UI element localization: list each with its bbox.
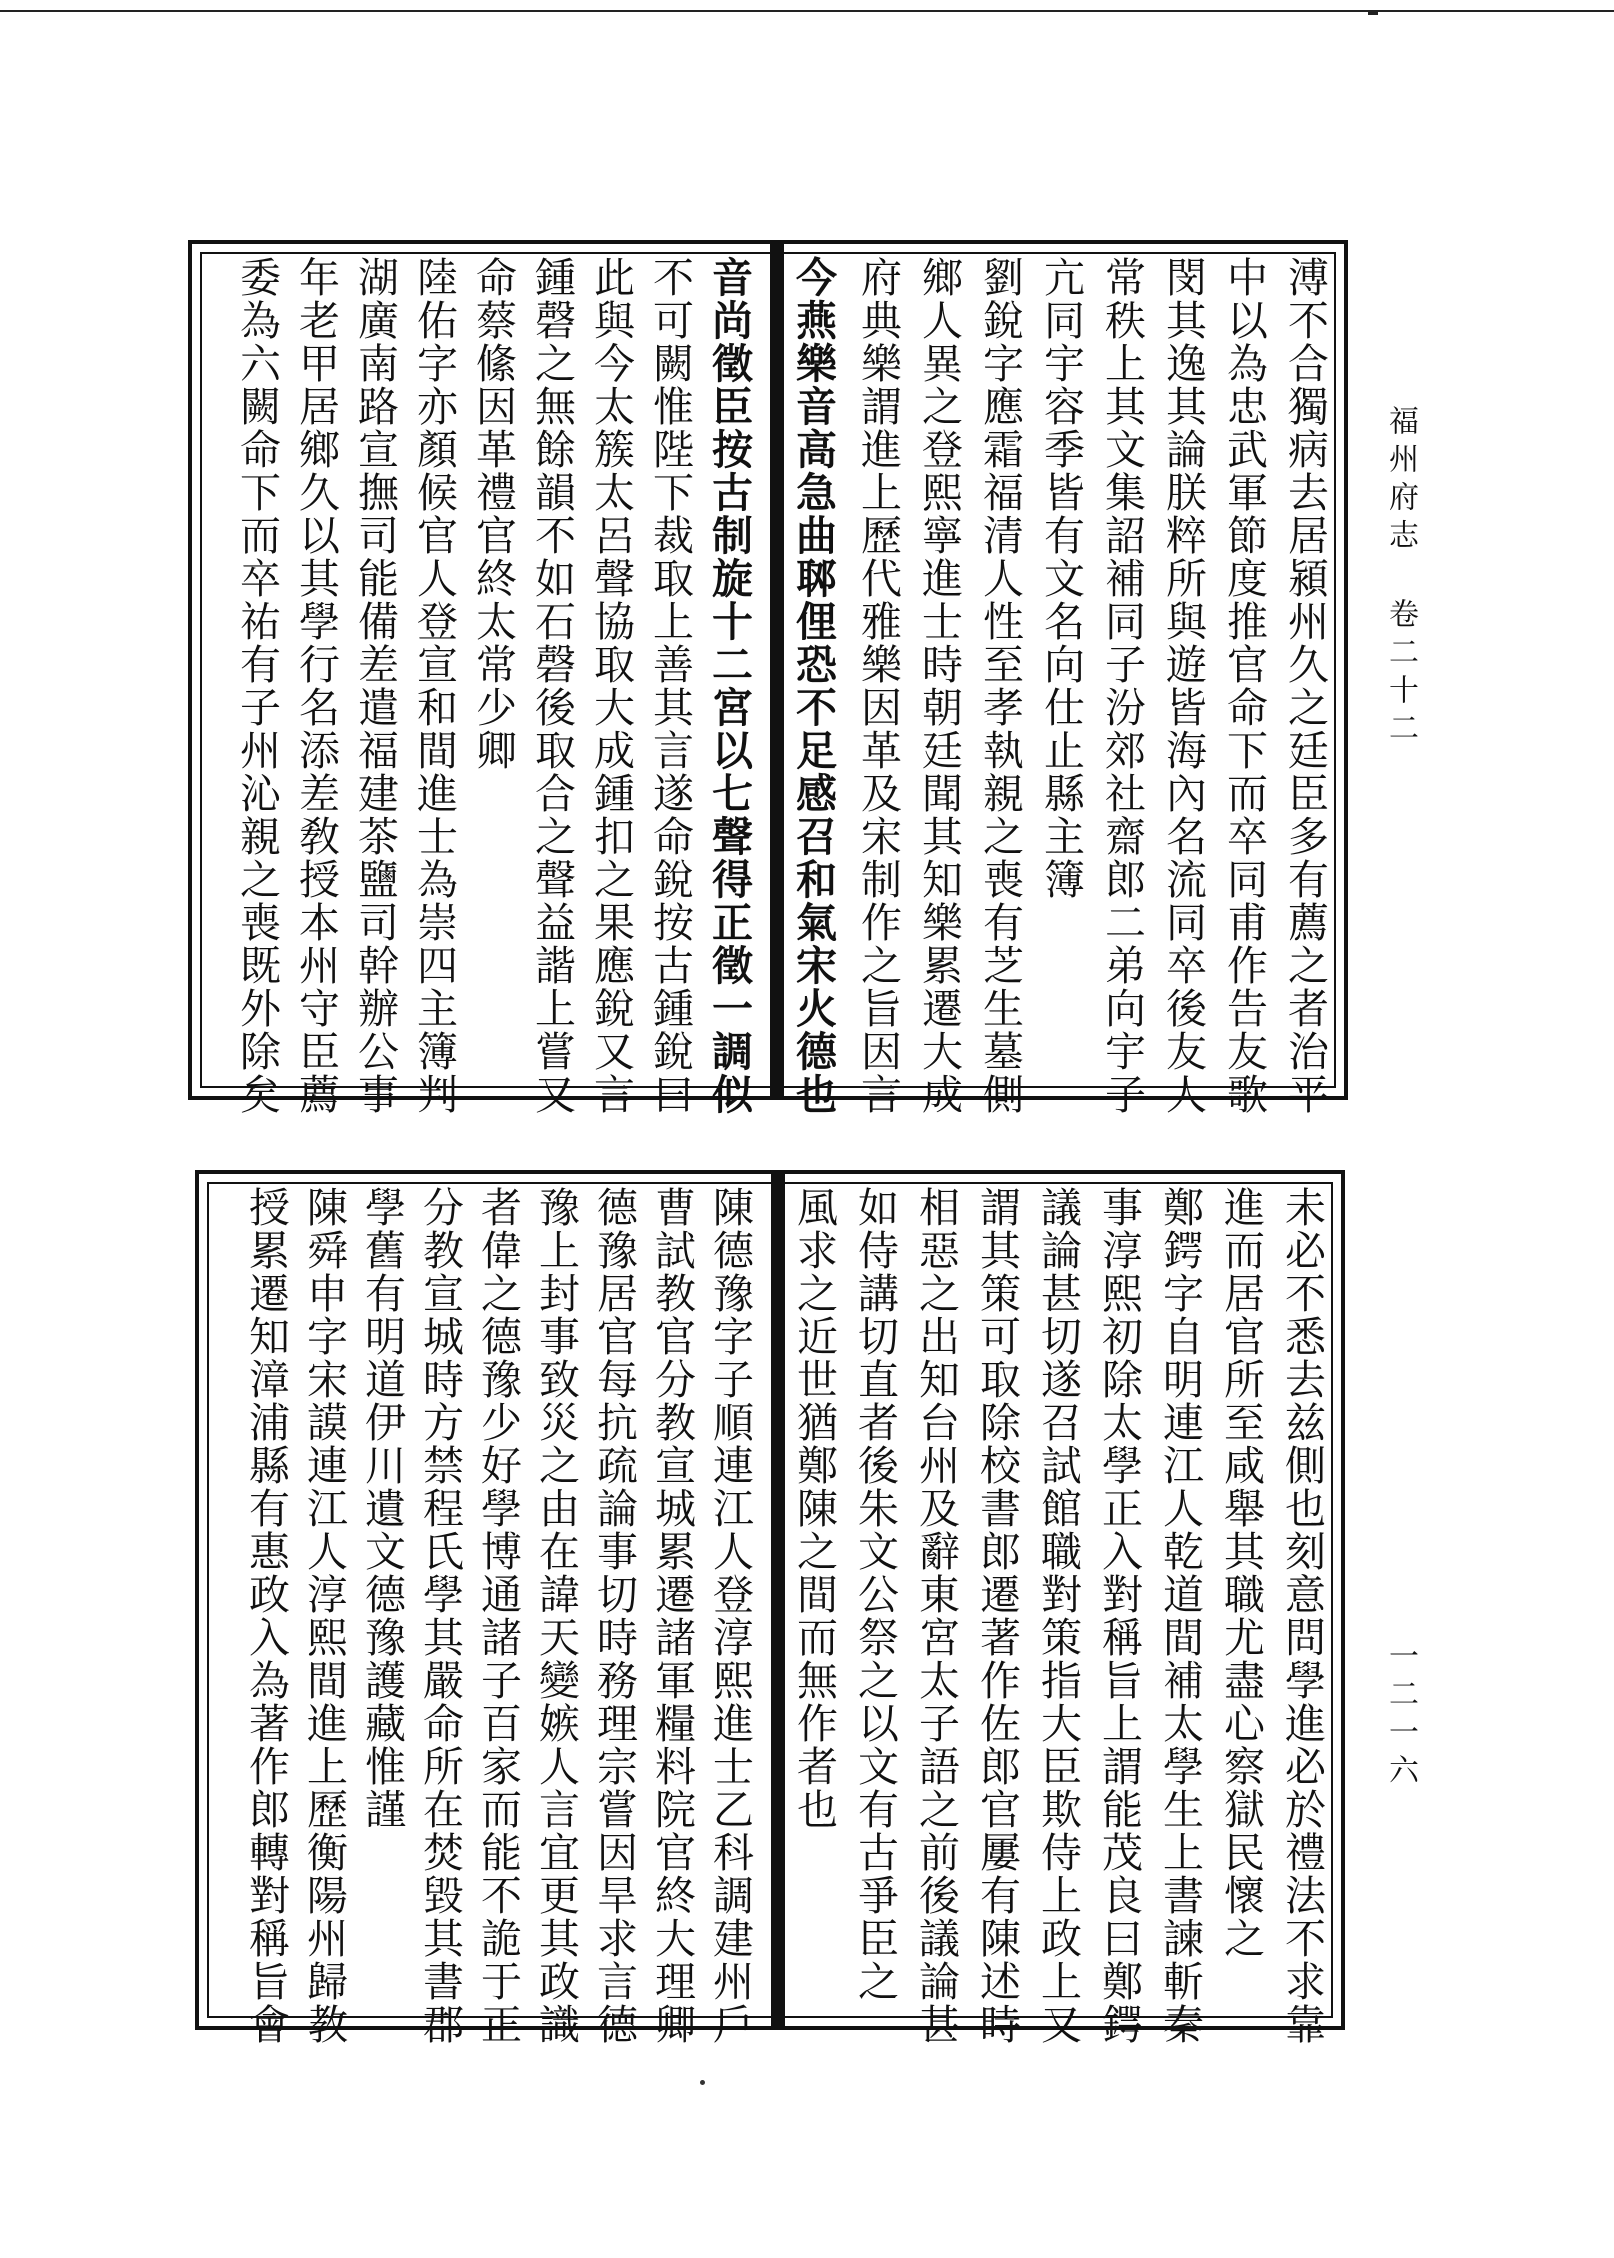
text-column: 閔其逸其論朕粹所與遊皆海內名流同卒後友人 — [1159, 256, 1207, 1116]
text-column: 曹試教官分教宣城累遷諸軍糧料院官終大理卿 — [648, 1186, 696, 2046]
volume-number: 卷二十二 — [1383, 598, 1418, 750]
text-column: 陸佑字亦顏候官人登宣和間進士為崇四主簿判 — [410, 256, 458, 1116]
text-column: 相惡之出知台州及辭東宮太子語之前後議論甚 — [912, 1186, 960, 2046]
text-column: 未必不悉去兹側也刻意問學進必於禮法不求靠 — [1278, 1186, 1326, 2046]
lower-text-block — [195, 1170, 1345, 2046]
text-column: 不可闕惟陛下裁取上善其言遂命銳按古鍾銳曰 — [646, 256, 694, 1116]
text-column: 授累遷知漳浦縣有惠政入為著作郎轉對稱旨會 — [242, 1186, 290, 2046]
text-column: 學舊有明道伊川遺文德豫護藏惟謹 — [358, 1186, 406, 1831]
text-column: 者偉之德豫少好學博通諸子百家而能不詭于正 — [474, 1186, 522, 2046]
text-column: 陳德豫字子順連江人登淳熙進士乙科調建州戶 — [706, 1186, 754, 2046]
top-edge-mark — [1368, 12, 1378, 15]
text-column: 委為六闕命下而卒祐有子州沁親之喪既外除矣 — [233, 256, 281, 1116]
text-column: 常秩上其文集詔補同子汾郊社齋郎二弟向宇子 — [1098, 256, 1146, 1116]
text-column: 進而居官所至咸舉其職尤盡心察獄民懷之 — [1217, 1186, 1265, 1960]
page-number: 一二一六 — [1383, 1640, 1418, 1792]
text-column: 豫上封事致災之由在諱天變嫉人言宜更其政識 — [532, 1186, 580, 2046]
text-column: 德豫居官每抗疏論事切時務理宗嘗因旱求言德 — [590, 1186, 638, 2046]
text-column: 鍾磬之無餘韻不如石磬後取合之聲益諧上嘗又 — [528, 256, 576, 1116]
text-column: 湖廣南路宣撫司能備差遣福建茶鹽司幹辦公事 — [351, 256, 399, 1116]
text-column: 溥不合獨病去居潁州久之廷臣多有薦之者治平 — [1281, 256, 1329, 1116]
book-title: 福州府志 — [1383, 405, 1418, 557]
text-column: 如侍講切直者後朱文公祭之以文有古爭臣之 — [851, 1186, 899, 2003]
scan-speck — [700, 2080, 705, 2085]
text-column: 劉銳字應霜福清人性至孝執親之喪有芝生墓側 — [976, 256, 1024, 1116]
text-column: 陳舜申字宋謨連江人淳熙間進上歷衡陽州歸教 — [300, 1186, 348, 2046]
text-column: 音尚徵臣按古制旋十二宮以七聲得正徵一調似 — [705, 256, 753, 1116]
lower-center-fold — [771, 1174, 785, 2026]
text-column: 此與今太簇太呂聲協取大成鍾扣之果應銳又言 — [587, 256, 635, 1116]
upper-text-block — [188, 240, 1348, 1116]
text-column: 中以為忠武軍節度推官命下而卒同甫作告友歌 — [1220, 256, 1268, 1116]
text-column: 亢同宇容季皆有文名向仕止縣主簿 — [1037, 256, 1085, 901]
text-column: 鄉人異之登熙寧進士時朝廷聞其知樂累遷大成 — [915, 256, 963, 1116]
text-column: 風求之近世猶鄭陳之間而無作者也 — [790, 1186, 838, 1831]
text-column: 議論甚切遂召試館職對策指大臣欺侍上政上又 — [1034, 1186, 1082, 2046]
text-column: 鄭鍔字自明連江人乾道間補太學生上書諫斬秦 — [1156, 1186, 1204, 2046]
text-column: 命蔡絛因革禮官終太常少卿 — [469, 256, 517, 772]
text-column: 謂其策可取除校書郎遷著作佐郎官屢有陳述時 — [973, 1186, 1021, 2046]
text-column: 府典樂謂進上歷代雅樂因革及宋制作之旨因言 — [854, 256, 902, 1116]
upper-center-fold — [770, 244, 784, 1096]
text-column: 分教宣城時方禁程氏學其嚴命所在焚毀其書郡 — [416, 1186, 464, 2046]
text-column: 事淳熙初除太學正入對稱旨上謂能茂良曰鄭鍔 — [1095, 1186, 1143, 2046]
text-column: 今燕樂音高急曲郰俚恐不足感召和氣宋火德也 — [789, 256, 837, 1116]
text-column: 年老甲居鄉久以其學行名添差敎授本州守臣薦 — [292, 256, 340, 1116]
